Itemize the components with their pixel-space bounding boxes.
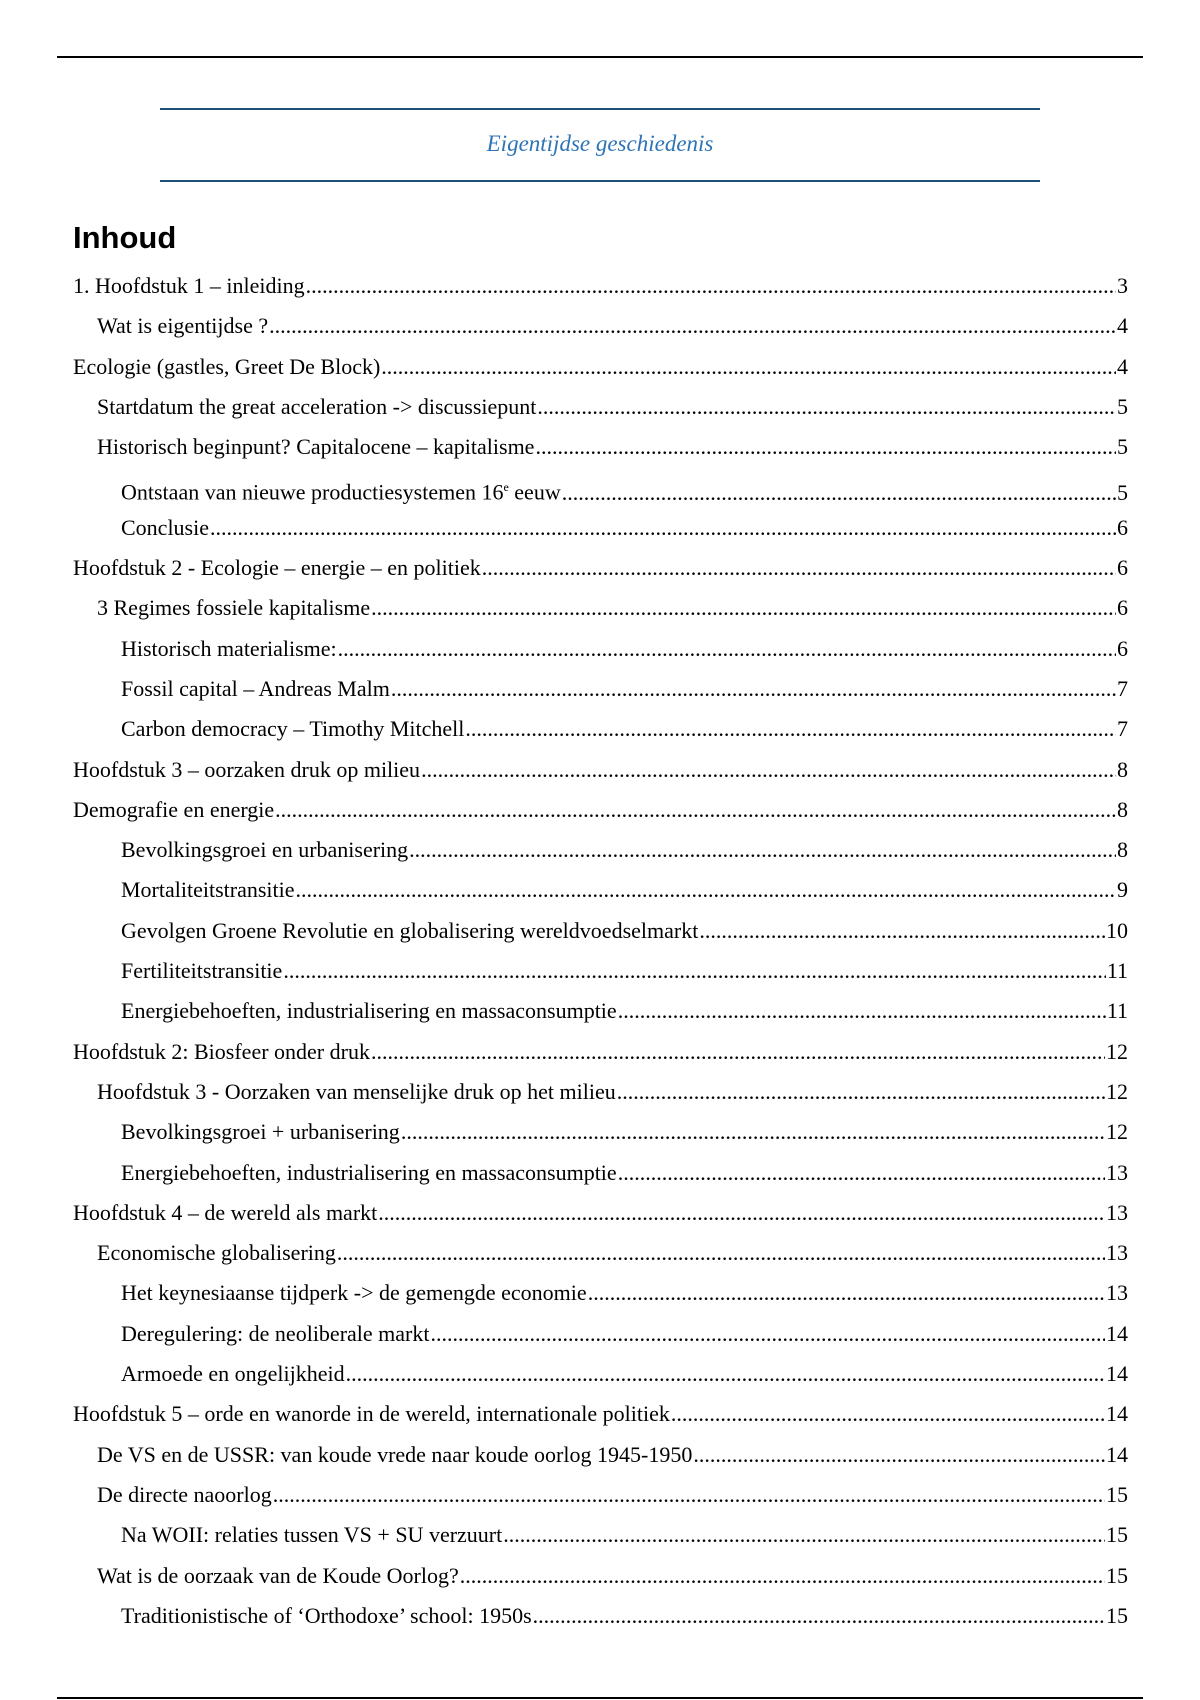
toc-dot-leader [699,911,1105,951]
toc-page-number: 4 [1117,353,1128,379]
toc-entry[interactable] [73,1193,1128,1233]
toc-page-number: 6 [1117,555,1128,581]
toc-entry-title [121,1153,617,1193]
toc-entry[interactable] [73,1596,1128,1636]
toc-dot-leader [537,387,1116,427]
toc-page-number: 12 [1106,1038,1128,1064]
toc-entry[interactable] [73,1515,1128,1555]
toc-page-number: 12 [1106,1078,1128,1104]
toc-entry-text: Fertiliteitstransitie [121,958,283,984]
toc-entry-text: 1. Hoofdstuk 1 – inleiding [73,273,305,298]
toc-dot-leader [465,709,1116,749]
toc-entry[interactable] [73,1394,1128,1434]
toc-page-number: 3 [1117,273,1128,298]
toc-entry[interactable] [73,1556,1128,1596]
toc-entry[interactable] [73,790,1128,830]
toc-entry[interactable] [73,1435,1128,1475]
toc-dot-leader [430,1314,1105,1354]
toc-dot-leader [371,588,1116,628]
bottom-page-rule [57,1697,1143,1699]
toc-dot-leader [460,1556,1105,1596]
toc-entry-title [121,951,282,991]
toc-page-number: 8 [1117,837,1128,863]
toc-page-number: 5 [1117,434,1128,460]
toc-entry[interactable] [73,387,1128,427]
toc-entry-text: Wat is de oorzaak van de Koude Oorlog? [97,1562,459,1588]
toc-entry-text: Armoede en ongelijkheid [121,1361,345,1387]
toc-page-number: 14 [1106,1401,1128,1427]
toc-entry-title [73,1394,670,1434]
toc-entry-text: 3 Regimes fossiele kapitalisme [97,595,371,621]
toc-entry-title [97,1435,692,1475]
toc-entry-title [97,1072,616,1112]
toc-dot-leader [618,1153,1105,1193]
toc-dot-leader [337,1233,1105,1273]
toc-entry-text: Het keynesiaanse tijdperk -> de gemengde economie [121,1280,587,1306]
toc-page-number: 8 [1117,796,1128,822]
toc-entry-text: Energiebehoeften, industrialisering en massaconsumptie [121,1159,617,1185]
toc-dot-leader [269,306,1116,346]
toc-entry[interactable] [73,548,1128,588]
toc-entry-text: Carbon democracy – Timothy Mitchell [121,716,465,742]
toc-entry-text-tail: eeuw [508,479,561,505]
toc-page-number: 6 [1117,595,1128,621]
toc-dot-leader [338,629,1116,669]
toc-dot-leader [482,548,1116,588]
toc-entry-text: De VS en de USSR: van koude vrede naar koude oorlog 1945-1950 [97,1441,693,1467]
toc-dot-leader [275,790,1116,830]
toc-entry-title [97,1556,459,1596]
toc-entry-superscript: e [503,480,509,495]
toc-entry-text: Deregulering: de neoliberale markt [121,1320,430,1346]
toc-entry[interactable] [73,1233,1128,1273]
toc-entry-text: Hoofdstuk 2 - Ecologie – energie – en politiek [73,555,481,581]
toc-page-number: 7 [1117,716,1128,742]
toc-entry-text: Na WOII: relaties tussen VS + SU verzuurt [121,1522,503,1548]
toc-entry-title [97,387,536,427]
toc-entry-title [121,1515,502,1555]
toc-entry[interactable] [73,951,1128,991]
toc-dot-leader [533,1596,1105,1636]
toc-entry-text: Historisch beginpunt? Capitalocene – kapitalisme [97,434,535,460]
toc-entry-text: Economische globalisering [97,1240,336,1266]
toc-entry-text: Hoofdstuk 4 – de wereld als markt [73,1199,378,1225]
toc-entry[interactable] [73,347,1128,387]
toc-entry[interactable] [73,306,1128,346]
toc-entry[interactable] [73,750,1128,790]
toc-entry-title [73,790,274,830]
toc-entry-text: Energiebehoeften, industrialisering en massaconsumptie [121,998,617,1024]
toc-entry[interactable] [73,1153,1128,1193]
toc-entry-title [121,1314,429,1354]
toc-entry[interactable] [73,1314,1128,1354]
toc-entry-title [121,709,464,749]
toc-dot-leader [421,750,1116,790]
toc-entry-text: Historisch materialisme: [121,635,337,661]
toc-entry-title [73,1032,370,1072]
toc-heading: Inhoud [73,220,177,255]
toc-entry-title [121,508,209,548]
toc-page-number: 13 [1106,1199,1128,1225]
toc-entry[interactable] [73,266,1128,306]
toc-page-number: 10 [1106,917,1128,943]
toc-entry-text: Startdatum the great acceleration -> discussiepunt [97,393,537,419]
toc-entry[interactable] [73,1475,1128,1515]
toc-page-number: 14 [1106,1320,1128,1346]
toc-entry-text: Fossil capital – Andreas Malm [121,675,390,701]
toc-entry-title [121,669,390,709]
toc-entry-text: Demografie en energie [73,796,275,822]
toc-dot-leader [273,1475,1105,1515]
toc-entry[interactable] [73,1032,1128,1072]
toc-entry-text: Ecologie (gastles, Greet De Block) [73,353,381,379]
toc-dot-leader [371,1032,1105,1072]
toc-entry[interactable] [73,467,1128,507]
toc-entry-text: Conclusie [121,514,209,540]
toc-entry-title [97,1233,336,1273]
toc-dot-leader [296,870,1116,910]
toc-entry-text: Gevolgen Groene Revolutie en globalisering wereldvoedselmarkt [121,917,699,943]
toc-page-number: 11 [1106,958,1128,984]
toc-entry[interactable] [73,1273,1128,1313]
toc-dot-leader [671,1394,1105,1434]
toc-entry-text: Hoofdstuk 3 – oorzaken druk op milieu [73,756,421,782]
toc-entry[interactable] [73,911,1128,951]
toc-entry[interactable] [73,508,1128,548]
toc-entry[interactable] [73,1072,1128,1112]
toc-entry-title [97,306,268,346]
toc-entry-text: Bevolkingsgroei + urbanisering [121,1119,400,1145]
toc-dot-leader [378,1193,1105,1233]
toc-page-number: 15 [1106,1602,1128,1628]
toc-entry[interactable] [73,588,1128,628]
toc-entry-title [73,266,305,306]
toc-page-number: 14 [1106,1441,1128,1467]
toc-entry[interactable] [73,1354,1128,1394]
toc-entry-title [121,911,698,951]
toc-entry[interactable] [73,427,1128,467]
toc-entry[interactable] [73,870,1128,910]
toc-page-number: 5 [1117,479,1128,505]
toc-entry[interactable] [73,669,1128,709]
toc-page-number: 15 [1106,1481,1128,1507]
toc-entry-title [121,830,408,870]
toc-entry-text: Bevolkingsgroei en urbanisering [121,837,409,863]
toc-page-number: 14 [1106,1361,1128,1387]
toc-page-number: 13 [1106,1240,1128,1266]
toc-entry-title [121,1273,587,1313]
toc-page-number: 6 [1117,635,1128,661]
table-of-contents [73,266,1128,1636]
toc-page-number: 15 [1106,1522,1128,1548]
toc-entry-title [97,427,534,467]
toc-dot-leader [210,508,1116,548]
document-title: Eigentijdse geschiedenis [486,131,714,156]
toc-dot-leader [409,830,1116,870]
toc-entry-title [97,588,370,628]
toc-entry-text: Hoofdstuk 3 - Oorzaken van menselijke druk op het milieu [97,1078,616,1104]
toc-entry-title [73,750,420,790]
toc-dot-leader [401,1112,1105,1152]
toc-entry-title [121,629,337,669]
toc-entry-title [73,548,481,588]
toc-dot-leader [693,1435,1105,1475]
toc-dot-leader [503,1515,1105,1555]
toc-dot-leader [535,427,1116,467]
toc-page-number: 11 [1106,998,1128,1024]
toc-entry[interactable] [73,1112,1128,1152]
toc-page-number: 5 [1117,393,1128,419]
toc-entry-text: Hoofdstuk 2: Biosfeer onder druk [73,1038,370,1064]
document-header [160,108,1040,182]
toc-entry[interactable] [73,830,1128,870]
toc-entry-title [121,467,561,512]
toc-dot-leader [346,1354,1105,1394]
toc-page-number: 15 [1106,1562,1128,1588]
toc-page-number: 6 [1117,514,1128,540]
toc-entry-text: Traditionistische of ‘Orthodoxe’ school: 1950s [121,1602,532,1628]
toc-page-number: 9 [1117,877,1128,903]
toc-dot-leader [306,266,1116,306]
toc-page-number: 13 [1106,1280,1128,1306]
toc-entry-text: De directe naoorlog [97,1481,272,1507]
toc-dot-leader [381,347,1116,387]
toc-dot-leader [588,1273,1105,1313]
toc-entry-title [121,1354,345,1394]
toc-entry[interactable] [73,629,1128,669]
toc-entry-title [97,1475,272,1515]
toc-entry-text: Hoofdstuk 5 – orde en wanorde in de wereld, internationale politiek [73,1401,670,1427]
toc-dot-leader [283,951,1106,991]
toc-page-number: 8 [1117,756,1128,782]
toc-entry-text: Mortaliteitstransitie [121,877,295,903]
toc-entry-title [121,870,295,910]
toc-page-number: 4 [1117,313,1128,339]
toc-entry-title [73,347,380,387]
toc-dot-leader [391,669,1116,709]
toc-entry-text: Ontstaan van nieuwe productiesystemen 16 [121,479,504,505]
toc-page-number: 13 [1106,1159,1128,1185]
toc-entry-title [121,1596,532,1636]
toc-entry-title [121,991,617,1031]
toc-page-number: 7 [1117,675,1128,701]
toc-entry-text: Wat is eigentijdse ? [97,313,269,339]
toc-entry-title [73,1193,377,1233]
top-page-rule [57,56,1143,58]
toc-entry[interactable] [73,991,1128,1031]
toc-dot-leader [617,1072,1105,1112]
toc-entry-title [121,1112,400,1152]
toc-entry[interactable] [73,709,1128,749]
toc-dot-leader [618,991,1106,1031]
toc-page-number: 12 [1106,1119,1128,1145]
